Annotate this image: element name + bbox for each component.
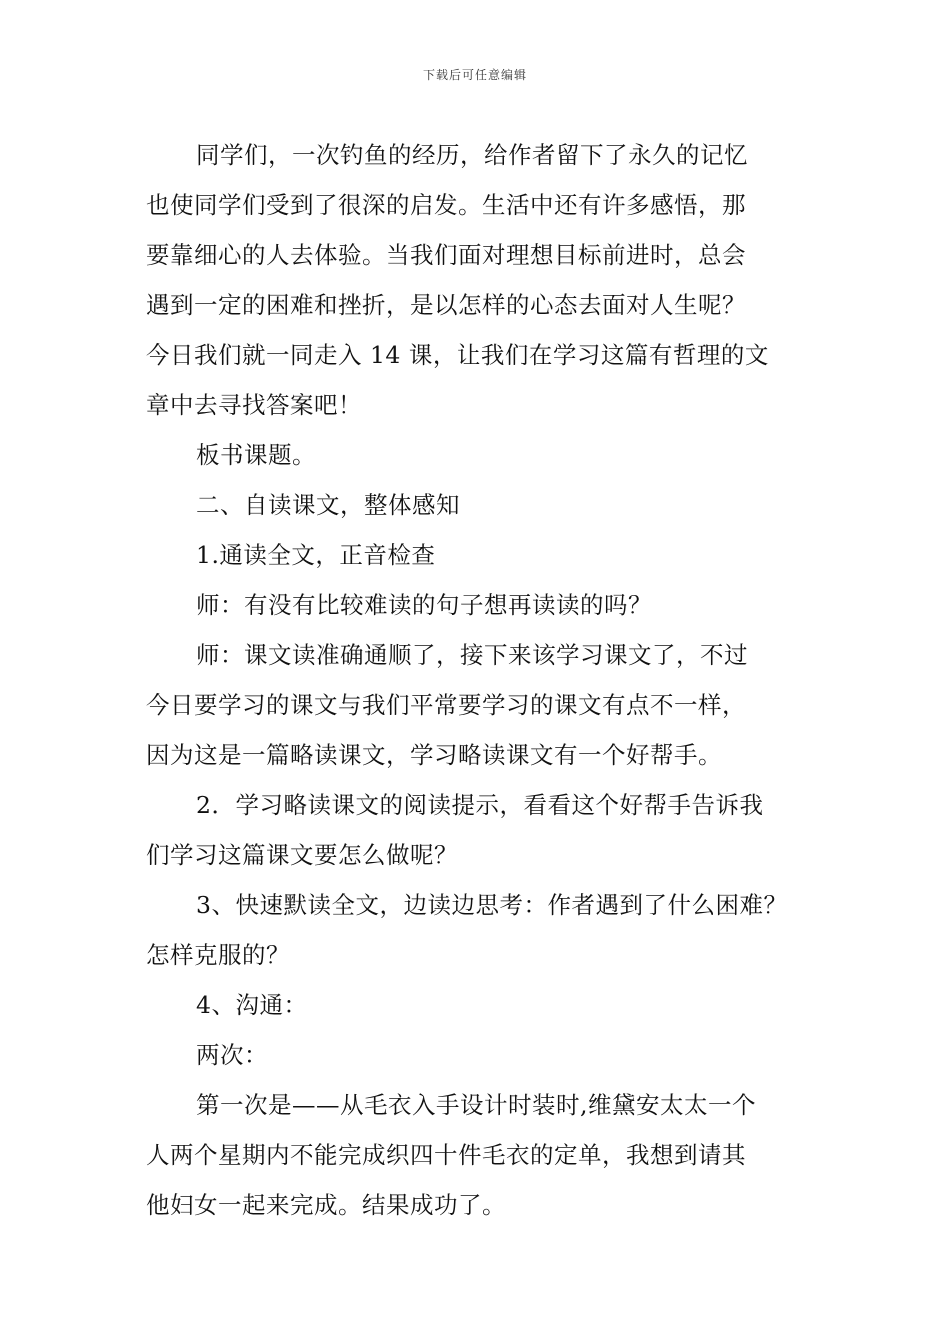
text-line: 们学习这篇课文要怎么做呢？ (146, 841, 458, 869)
text-line: 两次： (196, 1041, 268, 1069)
text-line: 2．学习略读课文的阅读提示，看看这个好帮手告诉我 (196, 791, 764, 819)
text-line: 第一次是——从毛衣入手设计时装时,维黛安太太一个 (196, 1091, 756, 1119)
text-line: 板书课题。 (196, 441, 316, 469)
text-line: 今日要学习的课文与我们平常要学习的课文有点不一样， (146, 691, 746, 719)
document-body (146, 130, 818, 1230)
text-line: 1.通读全文，正音检查 (196, 541, 436, 569)
text-line: 师：有没有比较难读的句子想再读读的吗？ (196, 591, 652, 619)
text-line: 怎样克服的？ (146, 941, 290, 969)
text-line: 师：课文读准确通顺了，接下来该学习课文了，不过 (196, 641, 748, 669)
page-header: 下载后可任意编辑 (422, 68, 527, 82)
text-line: 也使同学们受到了很深的启发。生活中还有许多感悟，那 (146, 191, 746, 219)
text-line: 遇到一定的困难和挫折，是以怎样的心态去面对人生呢？ (146, 291, 746, 319)
section-heading: 二、自读课文，整体感知 (196, 491, 460, 519)
text-line: 章中去寻找答案吧！ (146, 391, 362, 419)
text-line: 同学们，一次钓鱼的经历，给作者留下了永久的记忆 (196, 141, 748, 169)
text-line: 要靠细心的人去体验。当我们面对理想目标前进时，总会 (146, 241, 746, 269)
text-line: 因为这是一篇略读课文，学习略读课文有一个好帮手。 (146, 741, 722, 769)
text-line: 人两个星期内不能完成织四十件毛衣的定单，我想到请其 (146, 1141, 746, 1169)
text-line: 3、快速默读全文，边读边思考：作者遇到了什么困难？ (196, 891, 788, 919)
text-line: 4、沟通： (196, 991, 308, 1019)
text-line: 他妇女一起来完成。结果成功了。 (146, 1191, 506, 1219)
text-line: 今日我们就一同走入 14 课，让我们在学习这篇有哲理的文 (146, 341, 769, 369)
